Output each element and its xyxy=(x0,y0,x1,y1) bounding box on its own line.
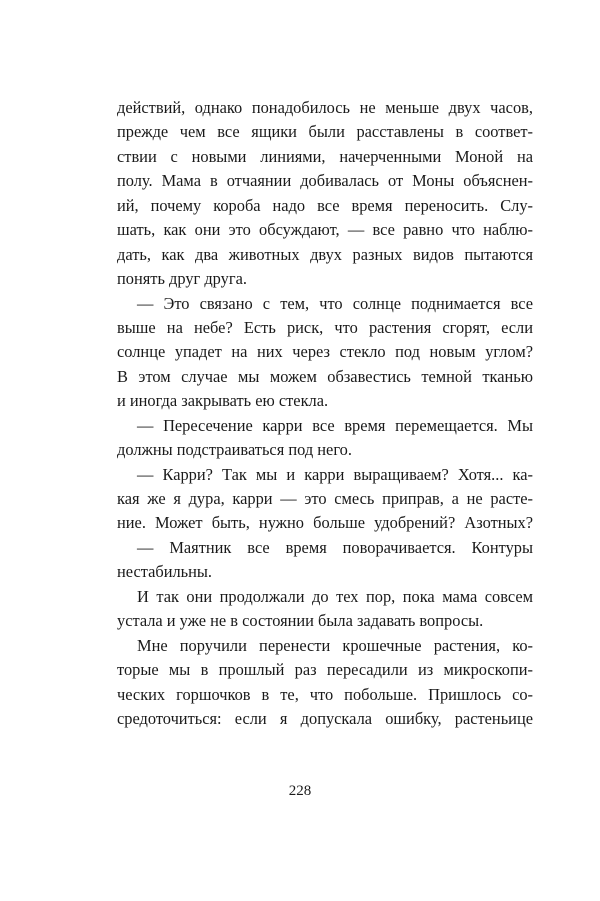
text-line: ние. Может быть, нужно больше удобрений? Азотных? xyxy=(117,513,533,533)
page-number: 228 xyxy=(288,783,312,799)
text-line: ческих горшочков в те, что побольше. Пришлось со- xyxy=(117,684,533,704)
text-line: нестабильны. xyxy=(117,562,213,582)
text-line: И так они продолжали до тех пор, пока мама совсем xyxy=(137,586,533,606)
text-line: — Маятник все время поворачивается. Контуры xyxy=(137,537,533,557)
text-line: устала и уже не в состоянии была задавать вопросы. xyxy=(117,611,484,631)
text-line: ий, почему короба надо все время переносить. Слу- xyxy=(117,195,533,215)
text-line: Мне поручили перенести крошечные растения, ко- xyxy=(137,635,533,655)
text-line: дать, как два животных двух разных видов пытаются xyxy=(117,244,533,264)
text-line: — Карри? Так мы и карри выращиваем? Хотя... ка- xyxy=(137,464,533,484)
text-line: средоточиться: если я допускала ошибку, растеньице xyxy=(117,708,533,728)
text-line: выше на небе? Есть риск, что растения сгорят, если xyxy=(117,317,533,337)
text-line: понять друг друга. xyxy=(117,269,247,289)
text-line: торые мы в прошлый раз пересадили из микроскопи- xyxy=(117,660,533,680)
text-line: действий, однако понадобилось не меньше двух часов, xyxy=(117,98,533,117)
text-line: солнце упадет на них через стекло под новым углом? xyxy=(117,342,533,362)
body-text xyxy=(117,96,533,731)
text-line: полу. Мама в отчаянии добивалась от Моны объяснен- xyxy=(117,171,533,191)
text-line: должны подстраиваться под него. xyxy=(117,440,352,460)
text-line: кая же я дура, карри — это смесь приправ, а не расте- xyxy=(117,489,533,508)
text-line: В этом случае мы можем обзавестись темной тканью xyxy=(117,366,533,386)
text-line: ствии с новыми линиями, начерченными Моной на xyxy=(117,146,533,166)
text-line: и иногда закрывать ею стекла. xyxy=(117,391,329,411)
text-line: прежде чем все ящики были расставлены в соответ- xyxy=(117,122,533,142)
text-line: — Это связано с тем, что солнце поднимается все xyxy=(137,293,533,313)
text-line: — Пересечение карри все время перемещается. Мы xyxy=(137,415,533,435)
text-line: шать, как они это обсуждают, — все равно что наблю- xyxy=(117,220,533,240)
